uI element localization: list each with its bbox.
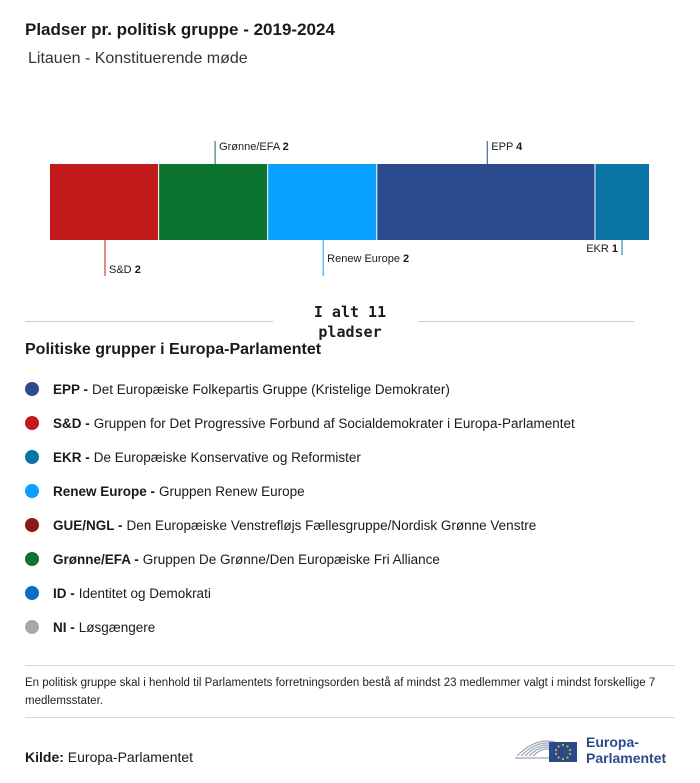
legend-item [25,406,575,440]
legend-color-dot [25,382,39,396]
chart-title: Pladser pr. politisk gruppe - 2019-2024 [25,20,335,39]
legend-abbr: S&D - [53,415,90,431]
legend-name: Gruppen Renew Europe [159,483,305,499]
footnote: En politisk gruppe skal i henhold til Parlamentets forretningsorden bestå af mindst 23 medlemmer valgt i mindst forskellige 7 medlemsstater. [25,677,656,707]
source-label: Kilde: [25,749,64,765]
legend-name: Gruppen De Grønne/Den Europæiske Fri Alliance [142,551,440,567]
legend-abbr: Renew Europe - [53,483,156,499]
legend-color-dot [25,518,39,532]
segment-label: EPP 4 [491,141,523,153]
legend-abbr: EPP - [53,381,89,397]
legend-item [25,508,575,542]
chart-subtitle: Litauen - Konstituerende møde [28,50,248,67]
bar-segment [268,164,376,240]
divider [25,665,675,666]
europarl-logo-text: Europa- Parlamentet [586,734,667,766]
legend-name: Løsgængere [78,619,156,635]
legend-abbr: ID - [53,585,75,601]
source-line [25,749,193,765]
legend-abbr: GUE/NGL - [53,517,123,533]
legend-item [25,542,575,576]
bar-segment [377,164,594,240]
legend-title: Politiske grupper i Europa-Parlamentet [25,341,322,358]
segment-label: Grønne/EFA 2 [219,141,289,153]
source-value: Europa-Parlamentet [67,749,194,765]
divider [25,717,675,718]
total-divider-left [25,321,273,322]
legend-item [25,440,575,474]
segment-label: Renew Europe 2 [327,253,410,265]
legend-color-dot [25,450,39,464]
segment-label: EKR 1 [586,243,618,255]
legend-color-dot [25,620,39,634]
legend-name: Identitet og Demokrati [78,585,211,601]
bar-segment [595,164,649,240]
legend-item [25,610,575,644]
legend-color-dot [25,586,39,600]
legend-item [25,474,575,508]
seat-bar-chart [0,130,700,290]
legend-name: Gruppen for Det Progressive Forbund af Socialdemokrater i Europa-Parlamentet [93,415,575,431]
legend-name: Det Europæiske Folkepartis Gruppe (Kristelige Demokrater) [92,381,450,397]
segment-label: S&D 2 [109,264,141,276]
legend-name: Den Europæiske Venstrefløjs Fællesgruppe/Nordisk Grønne Venstre [126,517,537,533]
legend-color-dot [25,416,39,430]
bar-segment [159,164,267,240]
bar-segment [50,164,158,240]
legend-abbr: NI - [53,619,75,635]
legend-color-dot [25,552,39,566]
legend-name: De Europæiske Konservative og Reformister [93,449,361,465]
group-legend [25,372,575,644]
total-divider-right [418,321,634,322]
legend-color-dot [25,484,39,498]
legend-item [25,576,575,610]
legend-abbr: Grønne/EFA - [53,551,139,567]
legend-abbr: EKR - [53,449,90,465]
legend-item [25,372,575,406]
total-seats-label: I alt 11 pladser [313,303,387,341]
